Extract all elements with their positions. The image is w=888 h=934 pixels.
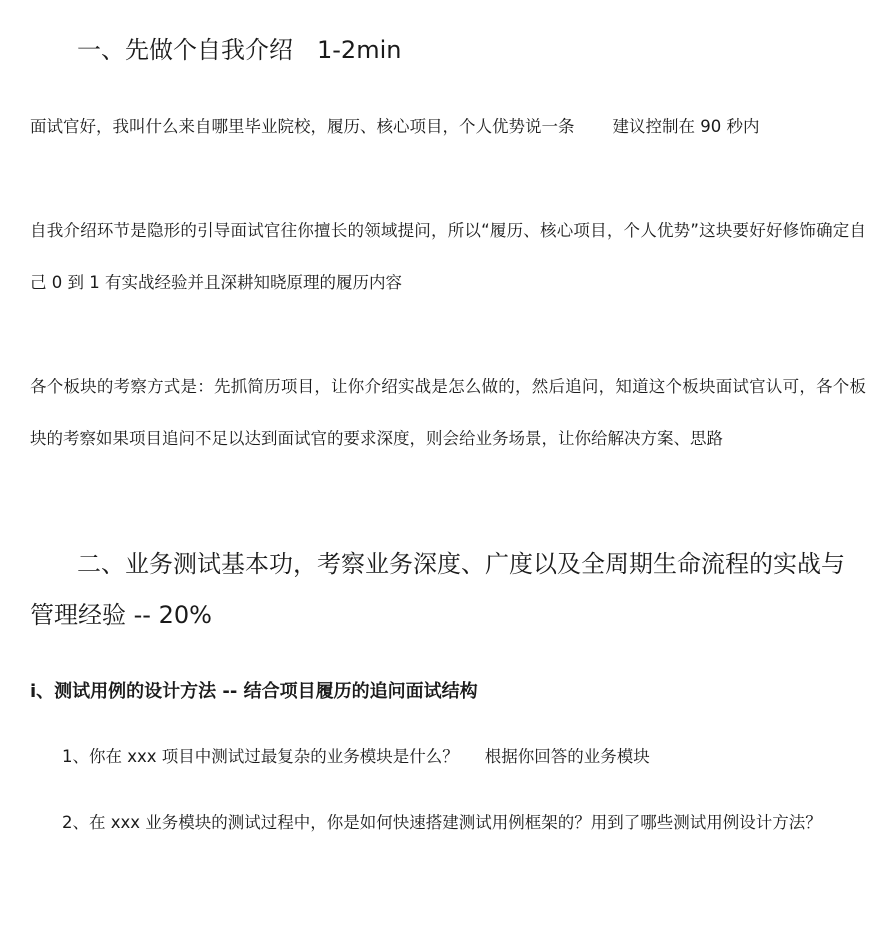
section-2-heading: 二、业务测试基本功，考察业务深度、广度以及全周期生命流程的实战与管理经验 -- 20% (30, 550, 845, 629)
assessment-method-paragraph: 各个板块的考察方式是：先抓简历项目，让你介绍实战是怎么做的，然后追问，知道这个板块面试官认可，各个板块的考察如果项目追问不足以达到面试官的要求深度，则会给业务场景，让你给解决方案、思路 (30, 377, 866, 448)
subsection-heading: i、测试用例的设计方法 -- 结合项目履历的追问面试结构 (30, 681, 478, 702)
intro-paragraph-note: 建议控制在 90 秒内 (612, 117, 760, 136)
question-2: 2、在 xxx 业务模块的测试过程中，你是如何快速搭建测试用例框架的？用到了哪些测试用例设计方法？ (62, 813, 822, 832)
section-1-heading (77, 30, 401, 70)
question-1 (30, 731, 866, 783)
question-1-text: 1、你在 xxx 项目中测试过最复杂的业务模块是什么？ (62, 747, 459, 766)
section-1-heading-text: 一、先做个自我介绍 (77, 36, 293, 64)
intro-paragraph (30, 101, 866, 153)
intro-guidance-paragraph: 自我介绍环节是隐形的引导面试官往你擅长的领域提问，所以“履历、核心项目，个人优势”这块要好好修饰确定自己 0 到 1 有实战经验并且深耕知晓原理的履历内容 (30, 221, 866, 292)
question-1-note: 根据你回答的业务模块 (484, 747, 650, 766)
section-1-heading-time: 1-2min (317, 36, 402, 64)
intro-paragraph-main: 面试官好，我叫什么来自哪里毕业院校，履历、核心项目，个人优势说一条 (30, 117, 575, 136)
